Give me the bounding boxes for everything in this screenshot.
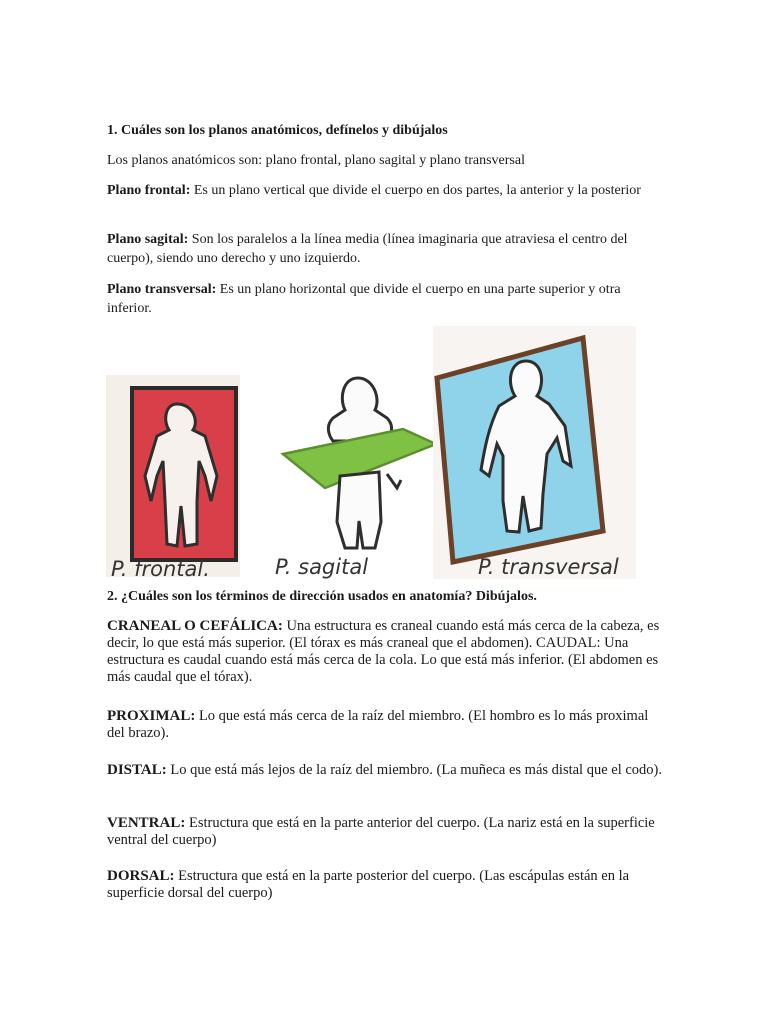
term-distal bbox=[107, 762, 663, 779]
caption-sagital: P. sagital bbox=[275, 555, 369, 579]
term-name: VENTRAL: bbox=[107, 815, 186, 831]
term-name: CRANEAL O CEFÁLICA: bbox=[107, 618, 283, 634]
term-text: Una estructura es craneal cuando está más cerca de la cabeza, es decir, lo que está más superior. (El tórax es más craneal que el abdomen). CAUDAL: Una estructura es caudal cuando está más cerca de la cola. Lo que está más inferior. (El abdomen es más caudal que el tórax). bbox=[107, 618, 660, 685]
term-name: DORSAL: bbox=[107, 868, 175, 884]
definition-plano-transversal bbox=[107, 280, 663, 318]
section1-intro: Los planos anatómicos son: plano frontal, plano sagital y plano transversal bbox=[107, 153, 525, 168]
sagital-body-lower bbox=[337, 472, 381, 548]
anatomical-planes-illustration bbox=[105, 326, 636, 579]
term-text: Lo que está más cerca de la raíz del miembro. (El hombro es lo más proximal del brazo). bbox=[107, 708, 649, 741]
section2-heading: 2. ¿Cuáles son los términos de dirección usados en anatomía? Dibújalos. bbox=[107, 589, 537, 604]
definition-text: Es un plano vertical que divide el cuerpo en dos partes, la anterior y la posterior bbox=[190, 183, 641, 198]
section1-heading: 1. Cuáles son los planos anatómicos, defínelos y dibújalos bbox=[107, 123, 448, 138]
term-name: DISTAL: bbox=[107, 762, 167, 778]
term-text: Estructura que está en la parte anterior del cuerpo. (La nariz está en la superficie ventral del cuerpo) bbox=[107, 815, 655, 848]
sagital-plane-drawing bbox=[283, 378, 436, 548]
caption-transversal: P. transversal bbox=[478, 555, 619, 579]
frontal-plane-drawing bbox=[106, 375, 240, 577]
definition-plano-frontal bbox=[107, 181, 663, 200]
term-dorsal bbox=[107, 868, 663, 902]
term-craneal-caudal bbox=[107, 618, 663, 686]
definition-text: Es un plano horizontal que divide el cuerpo en una parte superior y otra inferior. bbox=[107, 282, 621, 316]
definition-plano-sagital bbox=[107, 230, 663, 268]
term-proximal bbox=[107, 708, 663, 742]
term-text: Estructura que está en la parte posterior del cuerpo. (Las escápulas están en la superficie dorsal del cuerpo) bbox=[107, 868, 630, 901]
term-text: Lo que está más lejos de la raíz del miembro. (La muñeca es más distal que el codo). bbox=[166, 762, 662, 778]
term-ventral bbox=[107, 815, 663, 849]
transversal-plane-drawing bbox=[433, 326, 636, 579]
sagital-arm bbox=[387, 474, 401, 488]
term-name: PROXIMAL: bbox=[107, 708, 196, 724]
definition-term: Plano frontal: bbox=[107, 183, 191, 198]
definition-text: Son los paralelos a la línea media (línea imaginaria que atraviesa el centro del cuerpo), siendo uno derecho y uno izquierdo. bbox=[107, 232, 628, 266]
definition-term: Plano sagital: bbox=[107, 232, 189, 247]
sagital-body-upper bbox=[328, 378, 391, 441]
definition-term: Plano transversal: bbox=[107, 282, 217, 297]
caption-frontal: P. frontal. bbox=[111, 557, 210, 579]
